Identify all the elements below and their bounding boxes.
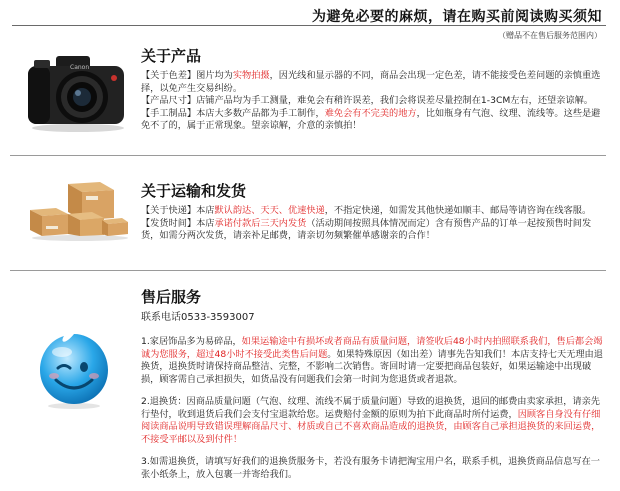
fragile-goods-item: 1.家居饰品多为易碎品，如果运输途中有损坏或者商品有质量问题，请签收后48小时内拍照联系我们，售后都会竭诚为您服务，超过48小时不接受此类售后问题。如果特殊原因（如出差）请事先告知我们！本店支持七天无理由退换货，退换货时请保持商品整洁、完整，不影响二次销售。寄回时请一定要把商品包装好，如果运输途中出现破损，顾客需自己承担损失，如货品没有问题我们会第一时间为您退货或者退款。 [141,336,603,385]
contact-phone: 联系电话0533-3593007 [141,312,255,323]
delivery-time-line: 【发货时间】本店承诺付款后三天内发货（活动期间按照具体情况而定）含有预售产品的订单一起按预售时间发货，如需分两次发货，请亲补足邮费，请亲切勿频繁催单感谢亲的合作！ [141,217,592,241]
section-divider [10,270,606,271]
shipping-text [141,205,609,243]
about-product-text [141,70,609,133]
svg-text:Canon: Canon [70,64,90,71]
after-sales-title: 售后服务 [141,288,202,306]
header-divider [12,25,606,26]
courier-line: 【关于快递】本店默认韵达、天天、优速快递，不指定快递，如需发其他快递如顺丰、邮局等请咨询在线客服。 [141,205,592,216]
return-card-item: 3.如需退换货，请填写好我们的退换货服务卡，若没有服务卡请把淘宝用户名，联系手机，退换货商品信息写在一张小纸条上，放入包裹一并寄给我们。 [141,456,600,480]
after-sales-text [141,336,609,491]
size-line: 【产品尺寸】店铺产品均为手工测量，难免会有稍许误差，我们会将误差尽量控制在1-3CM左右，还望亲谅解。 [141,95,593,106]
handmade-line: 【手工制品】本店大多数产品都为手工制作，难免会有不完美的地方，比如瓶身有气泡、纹理、流线等。这些是避免不了的，属于正常现象。望亲谅解，介意的亲慎拍！ [141,107,601,131]
winking-smiley-icon [34,330,114,410]
about-product-title: 关于产品 [141,47,202,65]
section-divider [10,155,606,156]
gift-note: （赠品不在售后服务范围内） [498,31,602,40]
color-diff-line: 【关于色差】图片均为实物拍摄，因光线和显示器的不同，商品会出现一定色差，请不能接受色差问题的亲慎重选择，以免产生交易纠纷。 [141,70,601,94]
shipping-title: 关于运输和发货 [141,182,247,200]
camera-icon [22,50,130,132]
return-policy-item: 2.退换货：因商品质量问题（气泡、纹理、流线不属于质量问题）导致的退换货，退回的邮费由卖家承担，请亲先行垫付，收到退货后我们会支付宝退款给您。运费赔付金额的原则为拍下此商品时所付运费，因顾客自身没有仔细阅读商品说明导致错误理解商品尺寸、材质或自己不喜欢商品造成的退换货，由顾客自己承担退换货的来回运费，不接受平邮以及到付件！ [141,396,601,445]
page-title: 为避免必要的麻烦，请在购买前阅读购买须知 [312,9,602,25]
cardboard-boxes-icon [24,180,132,242]
